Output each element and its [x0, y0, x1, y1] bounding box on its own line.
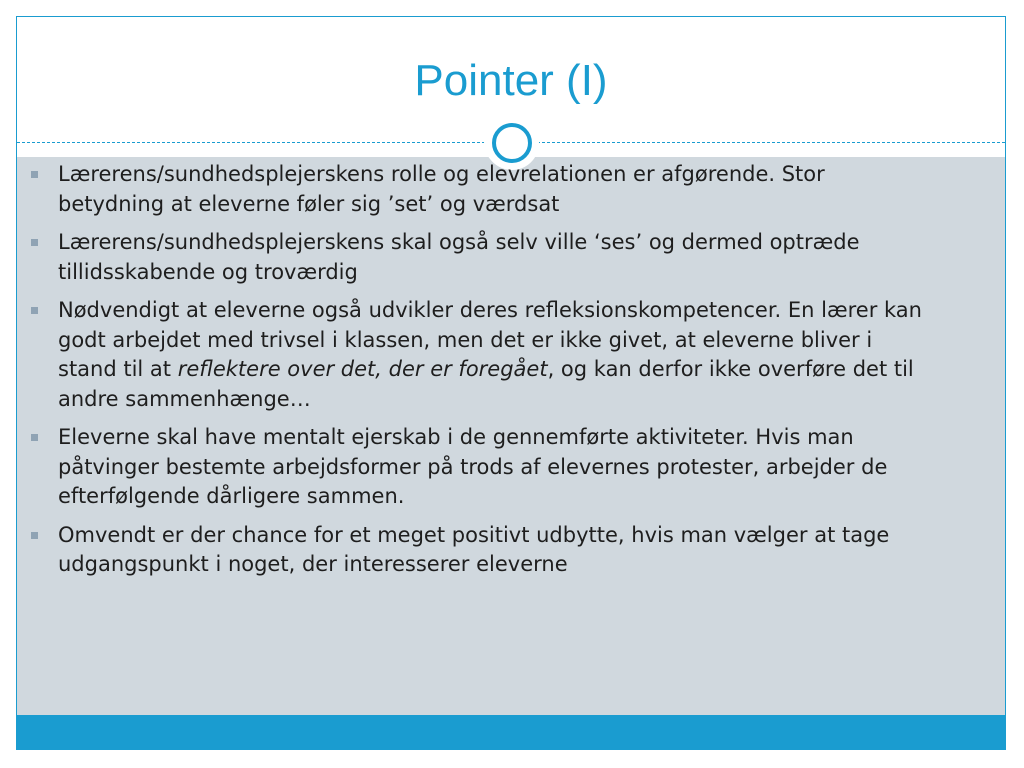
bullet-item-5	[28, 521, 928, 580]
bullet-text-3-italic: reflektere over det, der er foregået	[177, 357, 548, 381]
bullet-text-1: Lærerens/sundhedsplejerskens rolle og elevrelationen er afgørende. Stor betydning at eleverne føler sig ’set’ og værdsat	[58, 162, 825, 216]
bullet-text-2: Lærerens/sundhedsplejerskens skal også selv ville ‘ses’ og dermed optræde tillidsskabende og troværdig	[58, 230, 860, 284]
bullet-text-3-start: Nødvendigt at eleverne også udvikler deres refleksionskompetencer. En lærer kan godt arbejdet med trivsel i klassen, men det er ikke givet, at eleverne bliver i stand til at	[58, 298, 922, 381]
bullet-text-3-end: , og kan derfor ikke overføre det til andre sammenhænge…	[58, 357, 914, 411]
bullet-item-3	[28, 296, 928, 414]
bullet-list	[28, 160, 928, 589]
square-bullet-icon	[31, 239, 38, 246]
slide-title: Pointer (I)	[414, 56, 608, 105]
bullet-item-1	[28, 160, 928, 219]
bullet-item-2	[28, 228, 928, 287]
square-bullet-icon	[31, 307, 38, 314]
square-bullet-icon	[31, 434, 38, 441]
bullet-text-5: Omvendt er der chance for et meget positivt udbytte, hvis man vælger at tage udgangspunkt i noget, der interesserer eleverne	[58, 522, 890, 576]
square-bullet-icon	[31, 532, 38, 539]
bullet-text-4: Eleverne skal have mentalt ejerskab i de gennemførte aktiviteter. Hvis man påtvinger bestemte arbejdsformer på trods af elevernes protester, arbejder de efterfølgende dårligere sammen.	[58, 425, 888, 508]
bullet-item-4	[28, 423, 928, 512]
footer-bar	[17, 715, 1005, 750]
square-bullet-icon	[31, 171, 38, 178]
ring-inner	[492, 123, 532, 163]
